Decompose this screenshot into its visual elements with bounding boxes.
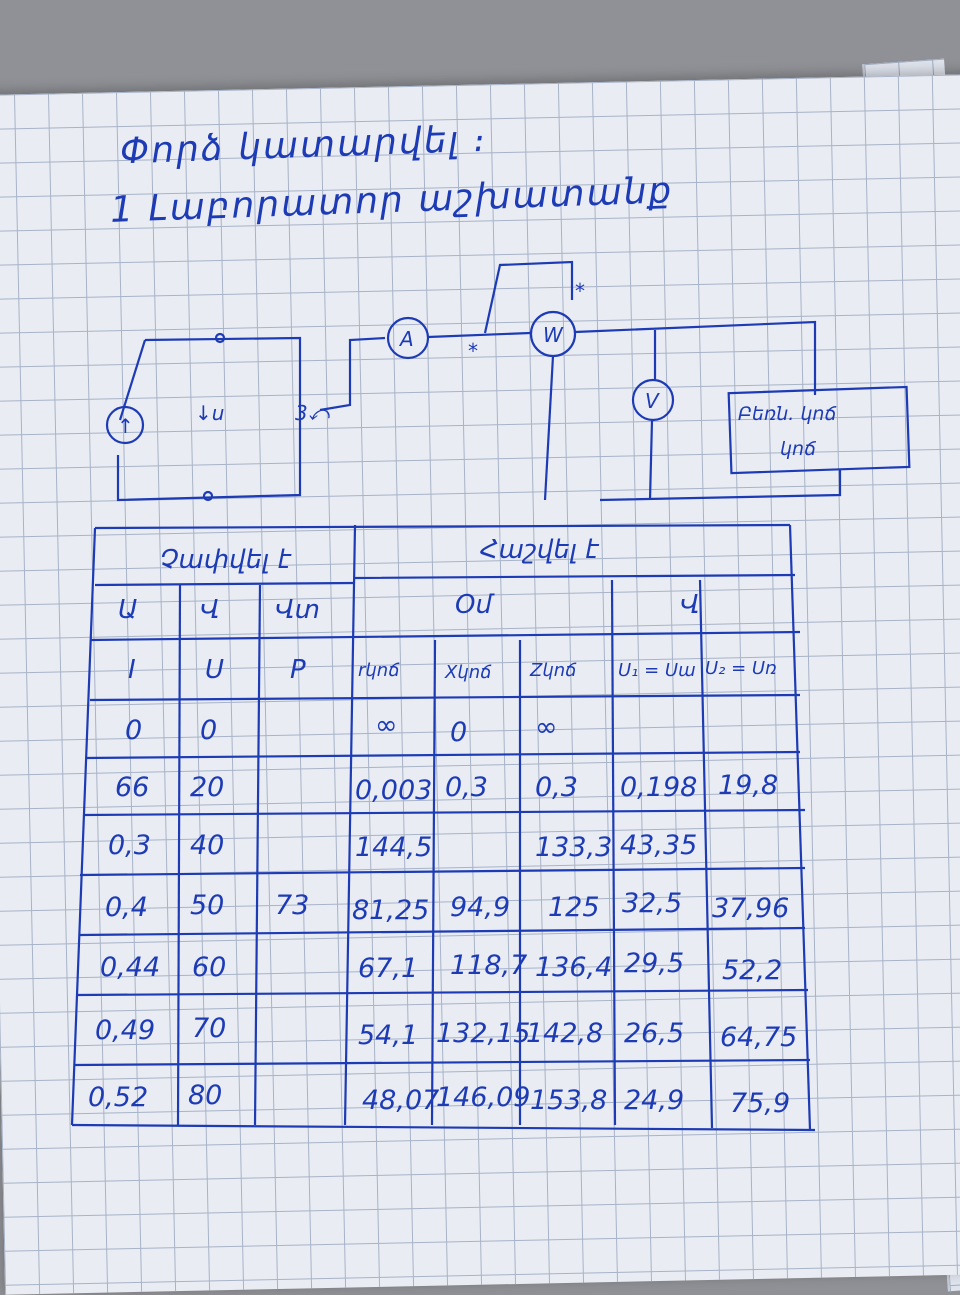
cell-r3-r: 81,25 <box>352 895 430 926</box>
cell-r2-u: 40 <box>190 830 225 861</box>
wattmeter-label: W <box>543 323 563 347</box>
unit-watt: Վտ <box>275 595 320 625</box>
symbol-i: I <box>128 655 136 685</box>
cell-r5-i: 0,49 <box>95 1015 156 1046</box>
unit-ampere: Ա <box>118 595 138 625</box>
cell-r3-x: 94,9 <box>450 892 511 923</box>
cell-r1-u1: 0,198 <box>620 772 698 803</box>
cell-r3-u: 50 <box>190 890 225 921</box>
symbol-u2: U₂ = Uռ <box>705 658 777 679</box>
cell-r2-z: 133,3 <box>535 832 613 863</box>
cell-r3-u1: 32,5 <box>622 888 683 919</box>
cell-r6-r: 48,07 <box>362 1085 440 1116</box>
load-label-1: Բեռն. կոճ <box>738 403 837 425</box>
header-computed: Հաշվել է <box>480 535 599 565</box>
cell-r6-z: 153,8 <box>530 1085 608 1116</box>
cell-r0-r: ∞ <box>375 710 398 741</box>
ammeter-label: A <box>400 327 414 351</box>
wire-a-w <box>428 333 530 337</box>
cell-r1-u: 20 <box>190 772 225 803</box>
star-right: * <box>575 279 585 303</box>
cell-r6-u: 80 <box>188 1080 223 1111</box>
cell-r1-u2: 19,8 <box>718 770 779 801</box>
symbol-p: P <box>290 655 306 685</box>
cell-r5-z: 142,8 <box>526 1018 604 1049</box>
rheostat-label: 3⤺ <box>295 401 330 425</box>
wire-w-right <box>575 322 815 395</box>
title-line-1: Փորձ կատարվել ։ <box>119 118 489 173</box>
cell-r1-z: 0,3 <box>535 772 578 803</box>
cell-r4-i: 0,44 <box>100 952 161 983</box>
wire-rheostat-up <box>320 338 385 410</box>
header-measured: Չափվել է <box>160 545 291 575</box>
cell-r2-i: 0,3 <box>108 830 151 861</box>
cell-r4-z: 136,4 <box>535 952 613 983</box>
symbol-z: Zկոճ <box>530 660 577 681</box>
wire-w-down <box>545 356 553 500</box>
load-label-2: կոճ <box>780 438 817 460</box>
cell-r6-u2: 75,9 <box>730 1088 791 1119</box>
star-left: * <box>468 339 478 363</box>
cell-r1-i: 66 <box>115 772 150 803</box>
cell-r0-x: 0 <box>450 717 468 748</box>
load-box <box>729 387 910 473</box>
symbol-u1: U₁ = Uա <box>618 660 696 681</box>
cell-r6-i: 0,52 <box>88 1082 149 1113</box>
cell-r1-r: 0,003 <box>355 775 433 806</box>
cell-r0-u: 0 <box>200 715 218 746</box>
symbol-x: Xկոճ <box>445 662 492 683</box>
header-ohm: Օմ <box>455 590 492 620</box>
wire-bottom <box>600 470 840 500</box>
header-volt: Վ <box>680 590 700 620</box>
cell-r0-i: 0 <box>125 715 143 746</box>
cell-r4-u1: 29,5 <box>624 948 685 979</box>
symbol-u: U <box>205 655 225 685</box>
cell-r6-x: 146,09 <box>436 1082 531 1113</box>
voltage-label: ↓u <box>195 401 225 425</box>
cell-r3-i: 0,4 <box>105 892 148 923</box>
source-label: ↑ <box>117 414 134 438</box>
cell-r0-z: ∞ <box>535 712 558 743</box>
cell-r5-u: 70 <box>192 1013 227 1044</box>
cell-r2-u1: 43,35 <box>620 830 698 861</box>
cell-r5-x: 132,15 <box>436 1018 531 1049</box>
cell-r3-p: 73 <box>275 890 310 921</box>
cell-r2-r: 144,5 <box>355 832 433 863</box>
unit-volt: Վ <box>200 595 220 625</box>
cell-r5-u1: 26,5 <box>624 1018 685 1049</box>
cell-r1-x: 0,3 <box>445 772 488 803</box>
voltmeter-label: V <box>645 389 659 413</box>
symbol-r: rկոճ <box>358 660 400 681</box>
cell-r5-r: 54,1 <box>358 1020 419 1051</box>
cell-r4-u: 60 <box>192 952 227 983</box>
cell-r6-u1: 24,9 <box>624 1085 685 1116</box>
terminal-bottom <box>204 492 212 500</box>
cell-r5-u2: 64,75 <box>720 1022 798 1053</box>
cell-r4-r: 67,1 <box>358 953 419 984</box>
cell-r3-z: 125 <box>548 892 600 923</box>
title-line-2: 1 Լաբորատոր աշխատանք <box>109 170 675 231</box>
wire-voltmeter <box>650 330 655 500</box>
cell-r3-u2: 37,96 <box>712 893 790 924</box>
cell-r4-u2: 52,2 <box>722 955 783 986</box>
cell-r4-x: 118,7 <box>450 950 528 981</box>
